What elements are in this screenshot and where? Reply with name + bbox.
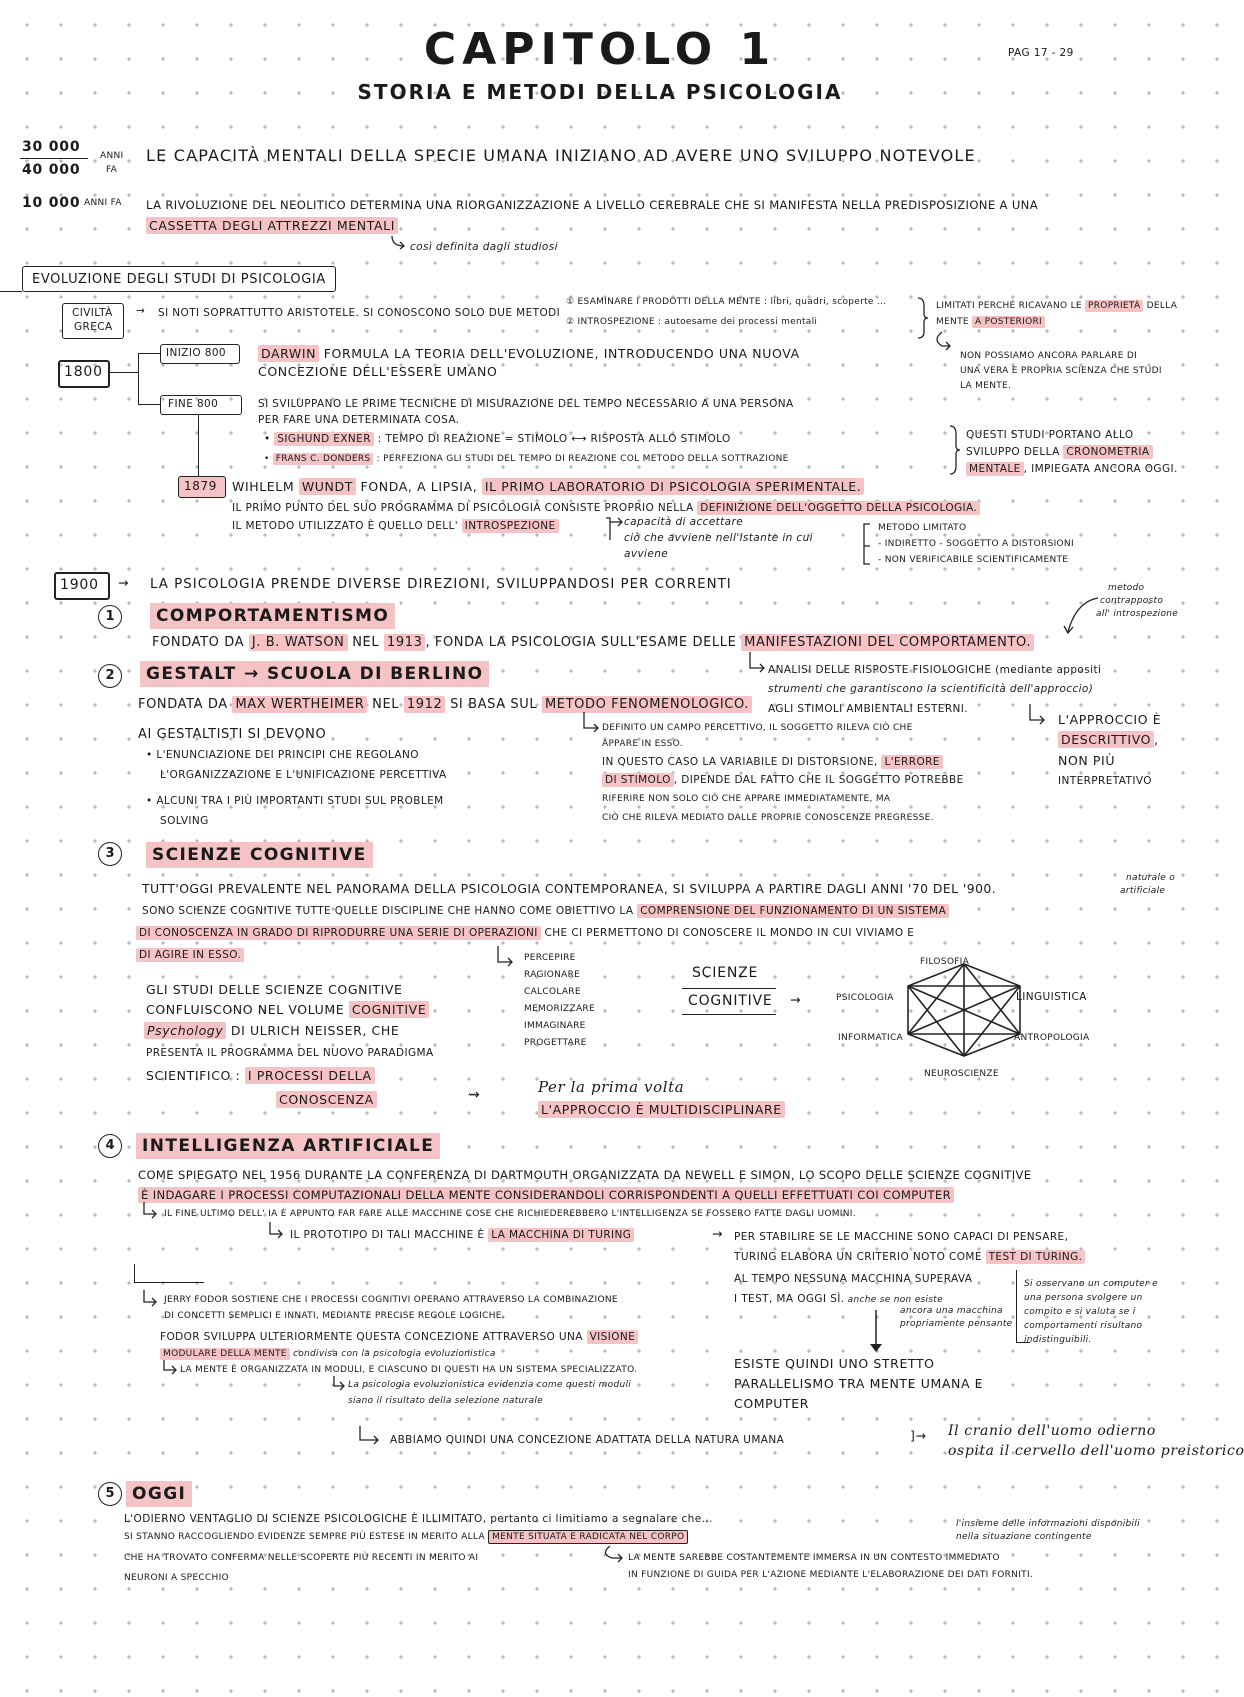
sc-label-2: COGNITIVE [688,993,773,1009]
cognitive-line-1: TUTT'OGGI PREVALENTE NEL PANORAMA DELLA PSICOLOGIA CONTEMPORANEA, SI SVILUPPA A PARTIRE DAGLI ANNI '70 DEL '900. [142,881,997,896]
gestalt-def-2: APPARE IN ESSO. [602,739,683,749]
inizio-800: INIZIO 800 [166,347,226,359]
years-10000: 10 000 [22,195,81,211]
crono-line-3: MENTALE , IMPIEGATA ANCORA OGGI. [966,464,1178,475]
exner-line: • SIGHUND EXNER : TEMPO DI REAZIONE = STIMOLO ⟷ RISPOSTA ALLO STIMOLO [264,433,731,445]
conclusion-note-1: Il cranio dell'uomo odierno [948,1423,1156,1439]
cognitive-line-2: SONO SCIENZE COGNITIVE TUTTE QUELLE DISCIPLINE CHE HANNO COME OBIETTIVO LA COMPRENSIONE DEL FUNZIONAMENTO DI UN SISTEMA [142,906,949,917]
test-note-3: compito e si valuta se i [1024,1307,1136,1317]
gestalt-app-2: DESCRITTIVO , [1058,734,1159,747]
neisser-line-6: CONOSCENZA [276,1094,377,1107]
section-number-3: 3 [98,842,122,866]
fodor-line-2: DI CONCETTI SEMPLICI E INNATI, MEDIANTE PRECISE REGOLE LOGICHE. [164,1311,505,1321]
ai-line-4: IL PROTOTIPO DI TALI MACCHINE È LA MACCHINA DI TURING [290,1230,634,1241]
ai-line-2: È INDAGARE I PROCESSI COMPUTAZIONALI DELLA MENTE CONSIDERANDOLI CORRISPONDENTI A QUELLI EFFETTUATI COI COMPUTER [138,1190,954,1202]
capacita-line-1: capacità di accettare [624,516,744,528]
page-title: CAPITOLO 1 [423,24,777,75]
oggi-title: OGGI [126,1484,192,1504]
greek-method-2: ② INTROSPEZIONE : autoesame dei processi mentali [566,317,818,327]
section-number-4: 4 [98,1134,122,1158]
darwin-line-2: CONCEZIONE DELL'ESSERE UMANO [258,364,498,379]
fine-800-text-2: PER FARE UNA DETERMINATA COSA. [258,414,460,426]
gestalt-app-1: L'APPROCCIO È [1058,712,1162,727]
gestalt-app-3: NON PIÙ [1058,753,1116,768]
cognitive-operation: CALCOLARE [524,987,581,997]
year-1900-text: LA PSICOLOGIA PRENDE DIVERSE DIREZIONI, SVILUPPANDOSI PER CORRENTI [150,577,732,592]
limits-line-3: NON POSSIAMO ANCORA PARLARE DI [960,351,1138,361]
limits-line-4: UNA VERA E PROPRIA SCIENZA CHE STUDI [960,366,1162,376]
greek-label-1: CIVILTÀ [72,307,113,319]
cognitive-side-1: naturale o [1126,873,1176,883]
fodor-line-4: MODULARE DELLA MENTE condivisa con la psicologia evoluzionistica [160,1350,496,1359]
wundt-line-3: IL METODO UTILIZZATO È QUELLO DELL' INTROSPEZIONE [232,521,559,532]
intro-line-1: LE CAPACITÀ MENTALI DELLA SPECIE UMANA INIZIANO AD AVERE UNO SVILUPPO NOTEVOLE [146,146,976,165]
hex-left: PSICOLOGIA [836,993,894,1003]
gestalt-ai-1: AI GESTALTISTI SI DEVONO [138,727,327,742]
gestalt-ai-2: • L'ENUNCIAZIONE DEI PRINCIPI CHE REGOLANO [146,749,419,761]
conclusion-note-2: ospita il cervello dell'uomo preistorico [948,1443,1244,1459]
oggi-line-1: L'ODIERNO VENTAGLIO DI SCIENZE PSICOLOGICHE È ILLIMITATO, pertanto ci limitiamo a segnalare che... [124,1513,713,1525]
test-note-2: una persona svolgere un [1024,1293,1143,1303]
year-1900: 1900 [60,577,99,593]
wundt-line-1: WIHLELM WUNDT FONDA, A LIPSIA, IL PRIMO LABORATORIO DI PSICOLOGIA SPERIMENTALE. [232,481,864,494]
sc-arrow: → [790,992,802,1007]
oggi-line-4: NEURONI A SPECCHIO [124,1573,229,1583]
limit-line-3: - NON VERIFICABILE SCIENTIFICAMENTE [878,555,1069,565]
cognitive-operation: MEMORIZZARE [524,1004,595,1014]
turing-line-5: ancora una macchina [900,1306,1003,1316]
oggi-note-2: nella situazione contingente [956,1532,1092,1542]
limit-line-2: - INDIRETTO - SOGGETTO A DISTORSIONI [878,539,1074,549]
years-30000: 30 000 [22,139,81,155]
donders-line: • FRANS C. DONDERS : PERFEZIONA GLI STUDI DEL TEMPO DI REAZIONE COL METODO DELLA SOTTRAZIONE [264,454,789,464]
anni-label: ANNI [100,151,124,161]
stretto-2: PARALLELISMO TRA MENTE UMANA E [734,1376,984,1391]
oggi-mente-1: LA MENTE SAREBBE COSTANTEMENTE IMMERSA IN UN CONTESTO IMMEDIATO [628,1553,1000,1563]
anni-fa-label: ANNI FA [84,198,122,208]
stretto-1: ESISTE QUINDI UNO STRETTO [734,1356,935,1371]
cognitive-operation: PERCEPIRE [524,953,576,963]
conclusion-arrow: ]→ [910,1428,927,1443]
prima-volta: Per la prima volta [538,1078,685,1096]
gestalt-ai-4: • ALCUNI TRA I PIÙ IMPORTANTI STUDI SUL PROBLEM [146,795,444,807]
cognitive-operation: RAGIONARE [524,970,581,980]
cognitive-hexagon [900,957,1030,1060]
gestalt-line: FONDATA DA MAX WERTHEIMER NEL 1912 SI BASA SUL METODO FENOMENOLOGICO. [138,698,752,711]
neisser-line-1: GLI STUDI DELLE SCIENZE COGNITIVE [146,982,403,997]
neisser-line-2: CONFLUISCONO NEL VOLUME COGNITIVE [146,1004,429,1017]
cognitive-side-2: artificiale [1120,886,1166,896]
neisser-line-3: Psychology DI ULRICH NEISSER, CHE [144,1025,399,1038]
oggi-mente-2: IN FUNZIONE DI GUIDA PER L'AZIONE MEDIANTE L'ELABORAZIONE DEI DATI FORNITI. [628,1570,1034,1580]
capacita-line-3: avviene [624,548,669,560]
multidisciplinare: L'APPROCCIO È MULTIDISCIPLINARE [538,1104,785,1117]
wundt-line-2: IL PRIMO PUNTO DEL SUO PROGRAMMA DI PSICOLOGIA CONSISTE PROPRIO NELLA DEFINIZIONE DELL'OGGETTO DELLA PSICOLOGIA. [232,503,980,514]
cognitive-line-3: DI CONOSCENZA IN GRADO DI RIPRODURRE UNA SERIE DI OPERAZIONI CHE CI PERMETTONO DI CONOSCERE IL MONDO IN CUI VIVIAMO E [136,928,914,939]
capacita-line-2: ciò che avviene nell'istante in cui [624,532,813,544]
limits-line-5: LA MENTE. [960,381,1012,391]
greek-arrow: → [136,305,146,317]
oggi-line-3: CHE HA TROVATO CONFERMA NELLE SCOPERTE PIÙ RECENTI IN MERITO AI [124,1553,479,1563]
fine-800: FINE 800 [168,398,219,410]
gestalt-title: GESTALT → SCUOLA DI BERLINO [140,664,489,684]
cognitive-title: SCIENZE COGNITIVE [146,845,373,865]
limit-line-1: METODO LIMITATO [878,523,967,533]
test-note-1: Si osservano un computer e [1024,1279,1158,1289]
page-range: PAG 17 - 29 [1008,47,1074,59]
fine-800-text-1: SI SVILUPPANO LE PRIME TECNICHE DI MISURAZIONE DEL TEMPO NECESSARIO A UNA PERSONA [258,398,794,410]
gestalt-ai-5: SOLVING [160,815,209,827]
intro-highlight: CASSETTA DEGLI ATTREZZI MENTALI [146,220,398,233]
turing-line-2: TURING ELABORA UN CRITERIO NOTO COME TEST DI TURING. [734,1252,1085,1263]
fodor-line-1: JERRY FODOR SOSTIENE CHE I PROCESSI COGNITIVI OPERANO ATTRAVERSO LA COMBINAZIONE [164,1295,618,1305]
turing-line-3: AL TEMPO NESSUNA MACCHINA SUPERAVA [734,1273,973,1285]
year-1800: 1800 [64,364,103,380]
fodor-line-6: La psicologia evoluzionistica evidenzia come questi moduli [348,1380,632,1390]
cognitive-line-4: DI AGIRE IN ESSO. [136,950,244,961]
comportamentismo-title: COMPORTAMENTISMO [150,606,395,626]
ai-line-1: COME SPIEGATO NEL 1956 DURANTE LA CONFERENZA DI DARTMOUTH ORGANIZZATA DA NEWELL E SIMON, LO SCOPO DELLE SCIENZE COGNITIVE [138,1168,1032,1182]
intro-note: così definita dagli studiosi [410,241,558,253]
turing-line-6: propriamente pensante [900,1319,1013,1329]
hex-bottom-right: ANTROPOLOGIA [1014,1033,1090,1043]
neisser-line-5: SCIENTIFICO : I PROCESSI DELLA [146,1070,375,1083]
intro-line-2: LA RIVOLUZIONE DEL NEOLITICO DETERMINA UNA RIORGANIZZAZIONE A LIVELLO CEREBRALE CHE SI MANIFESTA NELLA PREDISPOSIZIONE A UNA [146,198,1038,212]
oggi-note-1: l'insieme delle informazioni disponibili [956,1519,1140,1529]
oggi-line-2: SI STANNO RACCOGLIENDO EVIDENZE SEMPRE PIÙ ESTESE IN MERITO ALLA MENTE SITUATA E RADICATA NEL CORPO [124,1533,688,1542]
conclusion: ABBIAMO QUINDI UNA CONCEZIONE ADATTATA DELLA NATURA UMANA [390,1434,785,1446]
fodor-line-3: FODOR SVILUPPA ULTERIORMENTE QUESTA CONCEZIONE ATTRAVERSO UNA VISIONE [160,1332,638,1343]
cognitive-operation: IMMAGINARE [524,1021,586,1031]
hex-bottom-left: INFORMATICA [838,1033,904,1043]
crono-line-2: SVILUPPO DELLA CRONOMETRIA [966,447,1153,458]
sc-label-1: SCIENZE [692,965,759,981]
fa-label: FA [106,165,118,175]
analisi-line-2: strumenti che garantiscono la scientificità dell'approccio) [768,683,1094,695]
test-note-5: indistinguibili. [1024,1335,1092,1345]
turing-line-4: I TEST, MA OGGI SÌ. anche se non esiste [734,1293,943,1305]
darwin-line: DARWIN FORMULA LA TEORIA DELL'EVOLUZIONE, INTRODUCENDO UNA NUOVA [258,348,800,361]
neisser-line-4: PRESENTA IL PROGRAMMA DEL NUOVO PARADIGMA [146,1047,434,1059]
section-number-5: 5 [98,1482,122,1506]
contrapposto-note-2: contrapposto [1100,596,1164,606]
limits-line-1: LIMITATI PERCHÉ RICAVANO LE PROPRIETÀ DELLA [936,301,1178,311]
fodor-line-7: siano il risultato della selezione naturale [348,1396,544,1406]
gestalt-def-5: RIFERIRE NON SOLO CIÒ CHE APPARE IMMEDIATAMENTE, MA [602,794,891,804]
turing-line-1: PER STABILIRE SE LE MACCHINE SONO CAPACI DI PENSARE, [734,1231,1069,1243]
gestalt-def-3: IN QUESTO CASO LA VARIABILE DI DISTORSIONE, L'ERRORE [602,757,943,768]
contrapposto-note-1: metodo [1108,583,1145,593]
contrapposto-note-3: all' introspezione [1096,609,1179,619]
comportamentismo-line: FONDATO DA J. B. WATSON NEL 1913 , FONDA LA PSICOLOGIA SULL'ESAME DELLE MANIFESTAZIONI DEL COMPORTAMENTO. [152,636,1034,649]
test-note-4: comportamenti risultano [1024,1321,1143,1331]
neisser-arrow: ⇝ [468,1087,481,1103]
section-number-1: 1 [98,605,122,629]
hex-right: LINGUISTICA [1016,991,1087,1003]
ai-title: INTELLIGENZA ARTIFICIALE [136,1136,440,1156]
hex-top: FILOSOFIA [920,957,970,967]
gestalt-def-6: CIÒ CHE RILEVA MEDIATO DALLE PROPRIE CONOSCENZE PREGRESSE. [602,813,934,823]
greek-text: SI NOTI SOPRATTUTTO ARISTOTELE. SI CONOSCONO SOLO DUE METODI [158,307,561,319]
limits-line-2: MENTE A POSTERIORI [936,318,1045,327]
turing-arrow: → [712,1226,724,1241]
gestalt-def-1: DEFINITO UN CAMPO PERCETTIVO, IL SOGGETTO RILEVA CIÒ CHE [602,723,913,733]
cognitive-operation: PROGETTARE [524,1038,587,1048]
greek-method-1: ① ESAMINARE I PRODOTTI DELLA MENTE : libri, quadri, scoperte ... [566,297,887,307]
hex-bottom: NEUROSCIENZE [924,1069,999,1079]
analisi-line-1: ANALISI DELLE RISPOSTE FISIOLOGICHE (mediante appositi [768,664,1102,676]
evolution-title: EVOLUZIONE DEGLI STUDI DI PSICOLOGIA [32,272,326,287]
gestalt-ai-3: L'ORGANIZZAZIONE E L'UNIFICAZIONE PERCETTIVA [160,769,447,781]
crono-line-1: QUESTI STUDI PORTANO ALLO [966,429,1134,441]
fodor-line-5: LA MENTE È ORGANIZZATA IN MODULI, E CIASCUNO DI QUESTI HA UN SISTEMA SPECIALIZZATO. [180,1365,638,1375]
year-1879: 1879 [184,479,217,493]
analisi-line-3: AGLI STIMOLI AMBIENTALI ESTERNI. [768,703,969,715]
page-subtitle: STORIA E METODI DELLA PSICOLOGIA [357,80,843,104]
greek-label-2: GRECA [74,321,113,333]
stretto-3: COMPUTER [734,1396,810,1411]
gestalt-def-4: DI STIMOLO , DIPENDE DAL FATTO CHE IL SOGGETTO POTREBBE [602,775,964,786]
section-number-2: 2 [98,664,122,688]
year-1900-arrow: → [118,575,130,590]
ai-line-3: IL FINE ULTIMO DELL' IA È APPUNTO FAR FARE ALLE MACCHINE COSE CHE RICHIEDEREBBERO L'INTELLIGENZA SE FOSSERO FATTE DAGLI UOMINI. [164,1209,856,1219]
gestalt-app-4: INTERPRETATIVO [1058,775,1152,787]
years-40000: 40 000 [22,162,81,178]
